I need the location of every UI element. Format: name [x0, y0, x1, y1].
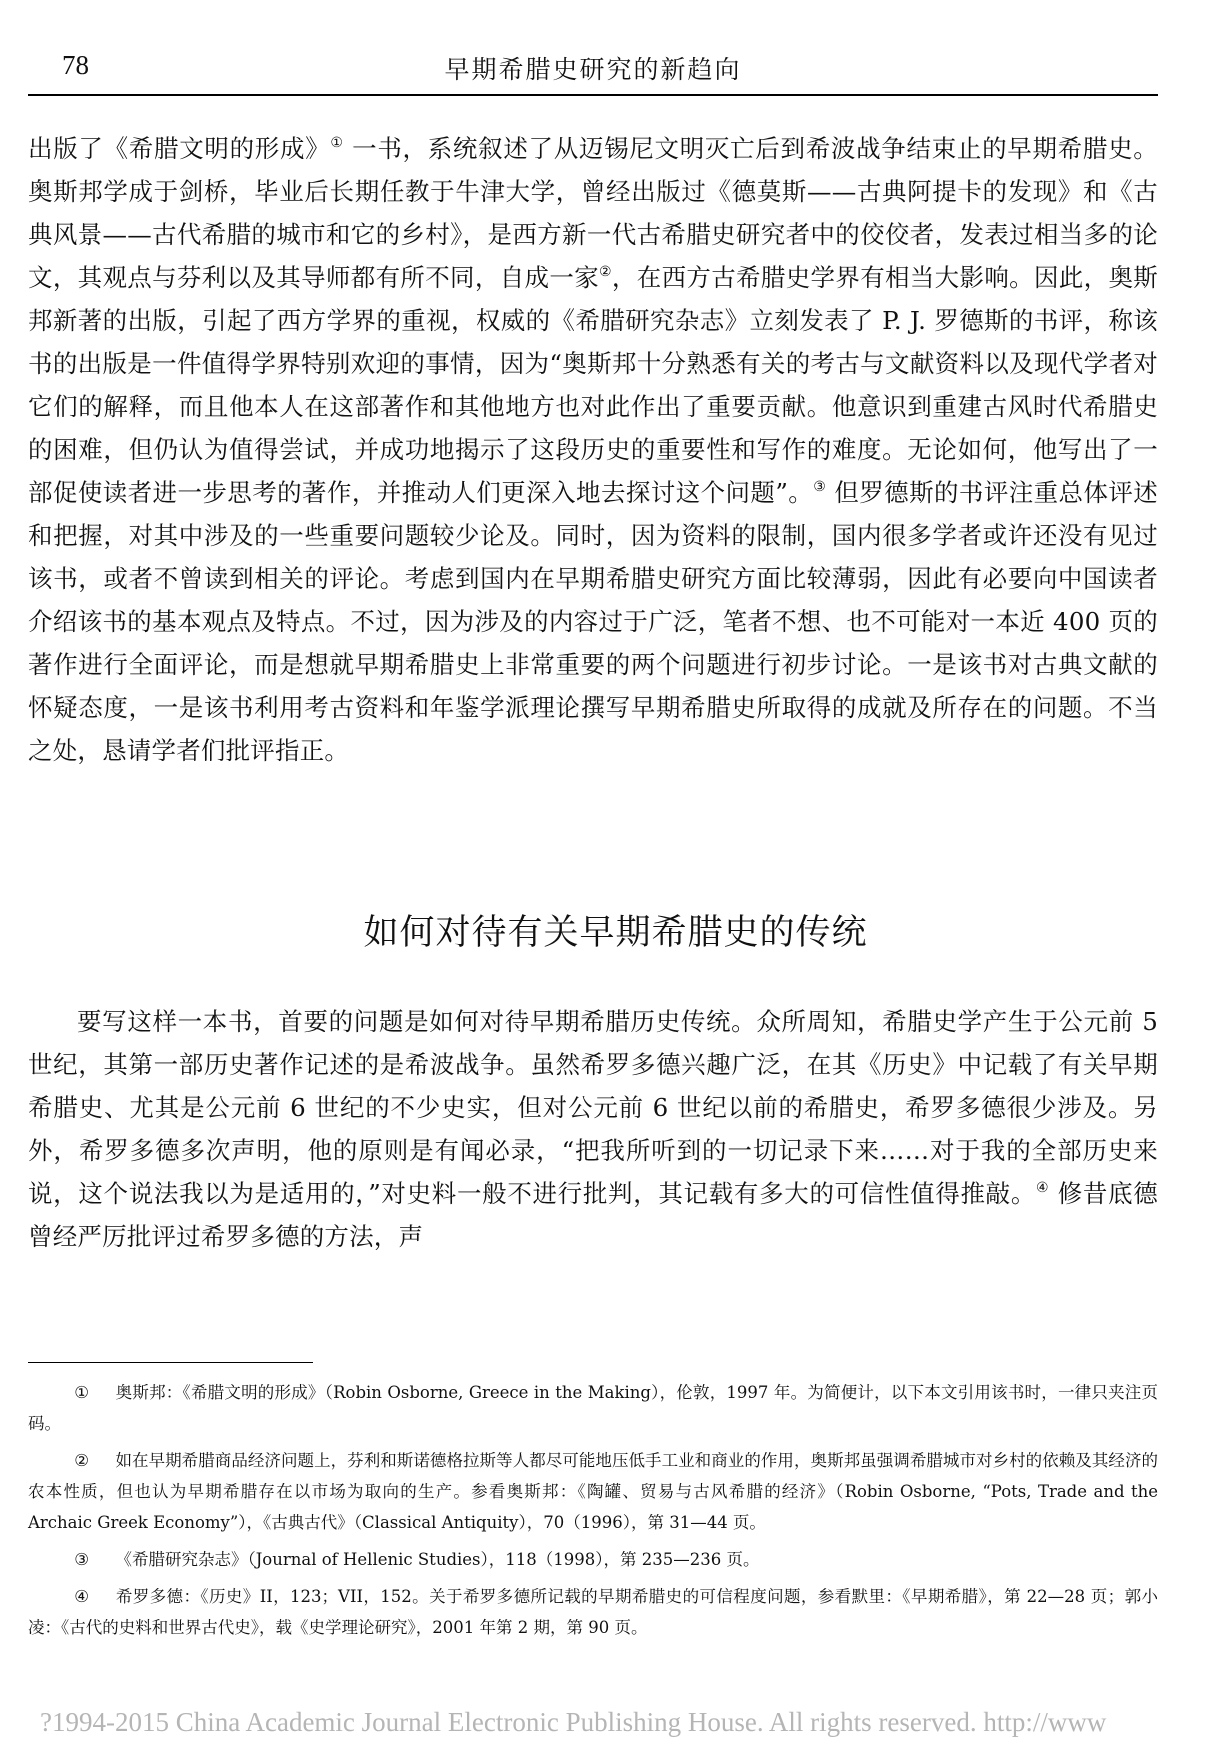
- paragraph-text: 但罗德斯的书评注重总体评述和把握，对其中涉及的一些重要问题较少论及。同时，因为资料的限制，国内很多学者或许还没有见过该书，或者不曾读到相关的评论。考虑到国内在早期希腊史研究方面比较薄弱，因此有必要向中国读者介绍该书的基本观点及特点。不过，因为涉及的内容过于广泛，笔者不想、也不可能对一本近 400 页的著作进行全面评论，而是想就早期希腊史上非常重要的两个问题进行初步讨论。一是该书对古典文献的怀疑态度，一是该书利用考古资料和年鉴学派理论撰写早期希腊史所取得的成就及所存在的问题。不当之处，恳请学者们批评指正。: [28, 478, 1158, 765]
- footnote-ref-2[interactable]: ②: [599, 264, 612, 280]
- footnote-rule: [28, 1362, 313, 1363]
- footnote: [28, 1445, 1158, 1538]
- footnote-mark: ①: [74, 1383, 89, 1402]
- body-paragraph-2: [28, 1000, 1158, 1258]
- footnote: [28, 1581, 1158, 1643]
- page-number: 78: [62, 50, 89, 80]
- footnote-ref-3[interactable]: ③: [813, 479, 827, 495]
- footnote-text: 如在早期希腊商品经济问题上，芬利和斯诺德格拉斯等人都尽可能地压低手工业和商业的作用，奥斯邦虽强调希腊城市对乡村的依赖及其经济的农本性质，但也认为早期希腊存在以市场为取向的生产。参看奥斯邦：《陶罐、贸易与古风希腊的经济》（Robin Osborne, “Pots, Trade and the Archaic Greek Economy”），《古典古代》（Classical Antiquity），70（1996），第 31—44 页。: [28, 1451, 1158, 1532]
- paragraph-text: 修昔底德曾经严厉批评过希罗多德的方法，声: [28, 1179, 1158, 1251]
- footnote-text: 奥斯邦：《希腊文明的形成》（Robin Osborne, Greece in the Making），伦敦，1997 年。为简便计，以下本文引用该书时，一律只夹注页码。: [28, 1383, 1158, 1433]
- header-rule: [28, 94, 1158, 96]
- paragraph-text: 一书，系统叙述了从迈锡尼文明灭亡后到希波战争结束止的早期希腊史。奥斯邦学成于剑桥，毕业后长期任教于牛津大学，曾经出版过《德莫斯——古典阿提卡的发现》和《古典风景——古代希腊的城市和它的乡村》，是西方新一代古希腊史研究者中的佼佼者，发表过相当多的论文，其观点与芬利以及其导师都有所不同，自成一家: [28, 134, 1158, 292]
- footnote-mark: ④: [74, 1587, 89, 1606]
- footnote-text: 希罗多德：《历史》II，123；VII，152。关于希罗多德所记载的早期希腊史的可信程度问题，参看默里：《早期希腊》，第 22—28 页；郭小凌：《古代的史料和世界古代史》，载《史学理论研究》，2001 年第 2 期，第 90 页。: [28, 1587, 1158, 1637]
- running-title: 早期希腊史研究的新趋向: [444, 55, 742, 84]
- footnote-ref-4[interactable]: ④: [1036, 1180, 1050, 1196]
- footnote-text: 《希腊研究杂志》（Journal of Hellenic Studies），118（1998），第 235—236 页。: [115, 1550, 760, 1569]
- footnote-ref-1[interactable]: ①: [330, 135, 344, 151]
- footnote: [28, 1544, 1158, 1575]
- paragraph-text: 要写这样一本书，首要的问题是如何对待早期希腊历史传统。众所周知，希腊史学产生于公元前 5 世纪，其第一部历史著作记述的是希波战争。虽然希罗多德兴趣广泛，在其《历史》中记载了有关早期希腊史、尤其是公元前 6 世纪的不少史实，但对公元前 6 世纪以前的希腊史，希罗多德很少涉及。另外，希罗多德多次声明，他的原则是有闻必录，“把我所听到的一切记录下来……对于我的全部历史来说，这个说法我以为是适用的，”对史料一般不进行批判，其记载有多大的可信性值得推敲。: [28, 1007, 1158, 1208]
- footnote: [28, 1377, 1158, 1439]
- paragraph-text: ，在西方古希腊史学界有相当大影响。因此，奥斯邦新著的出版，引起了西方学界的重视，权威的《希腊研究杂志》立刻发表了 P. J. 罗德斯的书评，称该书的出版是一件值得学界特别欢迎的事情，因为“奥斯邦十分熟悉有关的考古与文献资料以及现代学者对它们的解释，而且他本人在这部著作和其他地方也对此作出了重要贡献。他意识到重建古风时代希腊史的困难，但仍认为值得尝试，并成功地揭示了这段历史的重要性和写作的难度。无论如何，他写出了一部促使读者进一步思考的著作，并推动人们更深入地去探讨这个问题”。: [28, 263, 1158, 507]
- footnotes: [28, 1377, 1158, 1649]
- copyright-watermark: ?1994-2015 China Academic Journal Electronic Publishing House. All rights reserved. http://www: [40, 1707, 1107, 1737]
- page-header: [28, 50, 1158, 100]
- section-heading: 如何对待有关早期希腊史的传统: [363, 913, 868, 953]
- footnote-mark: ②: [74, 1451, 89, 1470]
- footnote-mark: ③: [74, 1550, 89, 1569]
- paragraph-text: 出版了《希腊文明的形成》: [28, 134, 331, 163]
- body-paragraph-1: [28, 127, 1158, 772]
